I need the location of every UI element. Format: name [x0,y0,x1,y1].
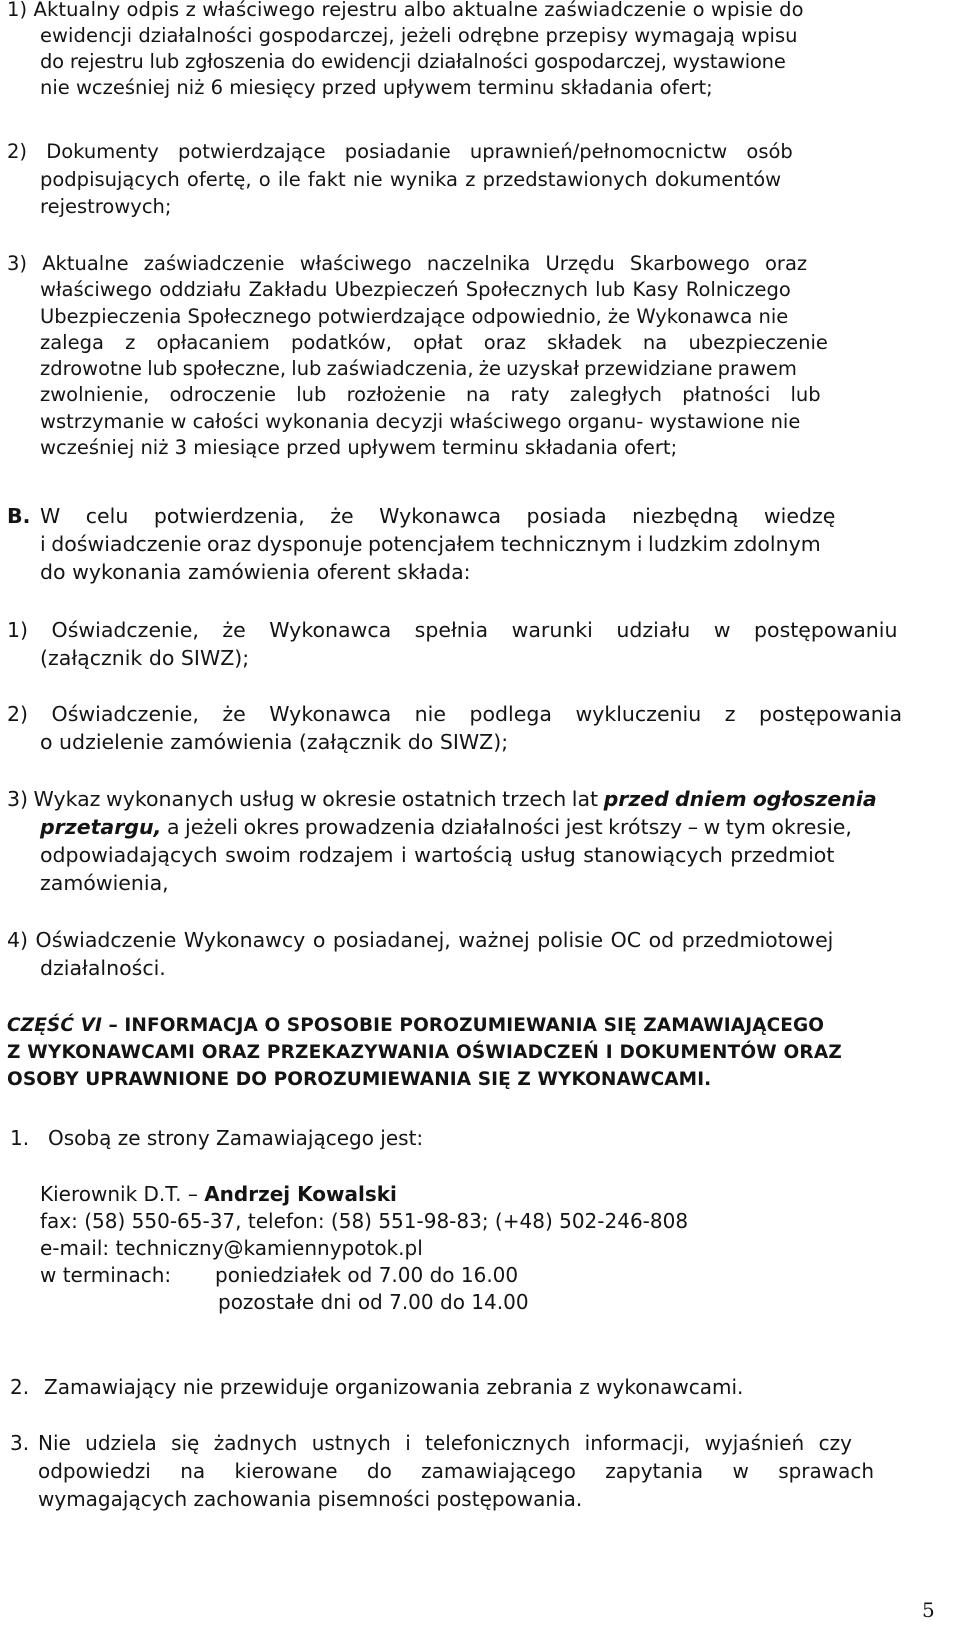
section-heading-line: CZĘŚĆ VI – INFORMACJA O SPOSOBIE POROZUMIEWANIA SIĘ ZAMAWIAJĄCEGO [7,1015,825,1036]
section-b-label: B. [7,504,31,528]
requirement-b3-line: przetargu, a jeżeli okres prowadzenia działalności jest krótszy – w tym okresie, [40,815,852,839]
requirement-b3-line: zamówienia, [40,871,169,895]
contact-name: Andrzej Kowalski [204,1182,397,1206]
emphasis-text: przed dniem ogłoszenia [603,787,877,811]
requirement-a2-line: podpisujących ofertę, o ile fakt nie wynika z przedstawionych dokumentów [40,168,782,191]
requirement-a3-line: 3) Aktualne zaświadczenie właściwego naczelnika Urzędu Skarbowego oraz [7,252,808,275]
requirement-b2-line: 2) Oświadczenie, że Wykonawca nie podlega wykluczeniu z postępowania [7,702,903,726]
requirement-b3-line: 3) Wykaz wykonanych usług w okresie ostatnich trzech lat przed dniem ogłoszenia [7,787,877,811]
section-heading-line: OSOBY UPRAWNIONE DO POROZUMIEWANIA SIĘ Z WYKONAWCAMI. [7,1069,712,1090]
section-b-intro-line: W celu potwierdzenia, że Wykonawca posiada niezbędną wiedzę [40,504,836,528]
requirement-a3-line: wstrzymanie w całości wykonania decyzji właściwego organu- wystawione nie [40,410,801,433]
requirement-a3-line: zalega z opłacaniem podatków, opłat oraz składek na ubezpieczenie [40,331,828,354]
requirement-b2-line: o udzielenie zamówienia (załącznik do SIWZ); [40,730,509,754]
point-text: Zamawiający nie przewiduje organizowania zebrania z wykonawcami. [44,1375,744,1399]
hours-other-days: pozostałe dni od 7.00 do 14.00 [218,1290,529,1314]
page-number: 5 [922,1598,935,1622]
point-text-line: Nie udziela się żadnych ustnych i telefonicznych informacji, wyjaśnień czy [38,1431,852,1455]
contact-person: Kierownik D.T. – Andrzej Kowalski [40,1182,397,1206]
contact-email: e-mail: techniczny@kamiennypotok.pl [40,1236,423,1260]
point-text-line: wymagających zachowania pisemności postępowania. [38,1487,583,1511]
requirement-a3-line: zdrowotne lub społeczne, lub zaświadczenia, że uzyskał przewidziane prawem [40,357,797,380]
point-number: 1. [10,1126,30,1150]
requirement-a2-line: 2) Dokumenty potwierdzające posiadanie uprawnień/pełnomocnictw osób [7,140,793,163]
requirement-a3-line: Ubezpieczenia Społecznego potwierdzające odpowiednio, że Wykonawca nie [40,305,789,328]
point-number: 3. [10,1431,30,1455]
requirement-a1-line: nie wcześniej niż 6 miesięcy przed upływem terminu składania ofert; [40,76,713,99]
requirement-b1-line: (załącznik do SIWZ); [40,646,250,670]
emphasis-text: przetargu, [40,815,162,839]
hours-weekday: poniedziałek od 7.00 do 16.00 [215,1263,519,1287]
requirement-a1-line: do rejestru lub zgłoszenia do ewidencji działalności gospodarczej, wystawione [40,50,786,73]
requirement-a1-line: ewidencji działalności gospodarczej, jeżeli odrębne przepisy wymagają wpisu [40,24,798,47]
requirement-a3-line: właściwego oddziału Zakładu Ubezpieczeń Społecznych lub Kasy Rolniczego [40,278,791,301]
contact-phone-fax: fax: (58) 550-65-37, telefon: (58) 551-98-83; (+48) 502-246-808 [40,1209,689,1233]
section-b-intro-line: i doświadczenie oraz dysponuje potencjałem technicznym i ludzkim zdolnym [40,532,821,556]
requirement-a1-line: 1) Aktualny odpis z właściwego rejestru albo aktualne zaświadczenie o wpisie do [7,0,804,21]
requirement-b4-line: 4) Oświadczenie Wykonawcy o posiadanej, ważnej polisie OC od przedmiotowej [7,928,834,952]
requirement-a3-line: wcześniej niż 3 miesiące przed upływem terminu składania ofert; [40,436,678,459]
point-number: 2. [10,1375,30,1399]
requirement-a3-line: zwolnienie, odroczenie lub rozłożenie na raty zaległych płatności lub [40,383,821,406]
point-text: Osobą ze strony Zamawiającego jest: [48,1126,424,1150]
section-heading-line: Z WYKONAWCAMI ORAZ PRZEKAZYWANIA OŚWIADCZEŃ I DOKUMENTÓW ORAZ [7,1042,843,1063]
section-b-intro-line: do wykonania zamówienia oferent składa: [40,560,471,584]
part-label: CZĘŚĆ VI [7,1015,102,1036]
requirement-b4-line: działalności. [40,956,166,980]
point-text-line: odpowiedzi na kierowane do zamawiającego zapytania w sprawach [38,1459,875,1483]
requirement-b3-line: odpowiadających swoim rodzajem i wartością usług stanowiących przedmiot [40,843,835,867]
hours-label: w terminach: [40,1263,172,1287]
requirement-b1-line: 1) Oświadczenie, że Wykonawca spełnia warunki udziału w postępowaniu [7,618,898,642]
requirement-a2-line: rejestrowych; [40,195,172,218]
